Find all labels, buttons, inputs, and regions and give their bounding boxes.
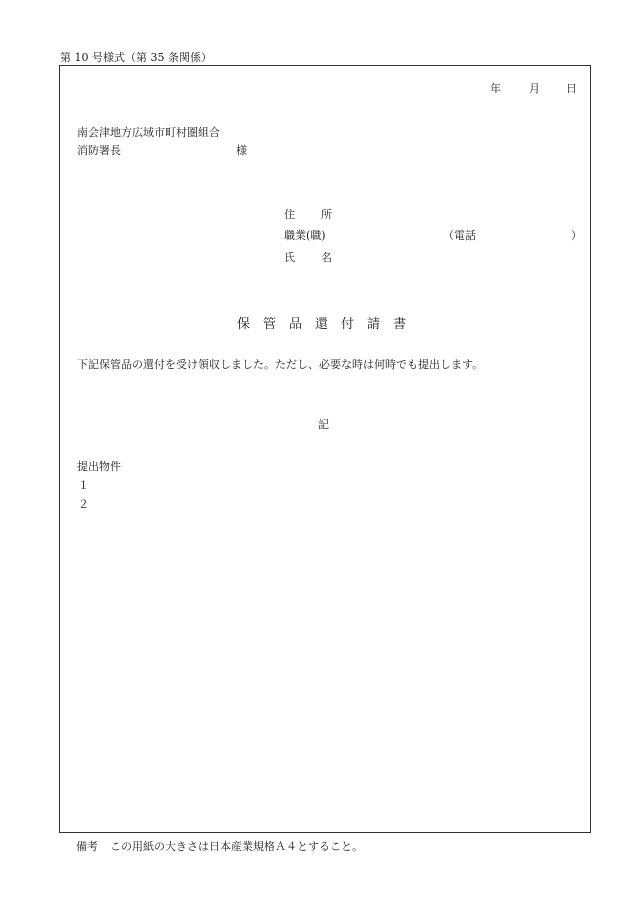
occupation-label: 職業(職) — [284, 229, 326, 242]
phone-label: （電話 — [443, 229, 476, 242]
footnote-heading: 備考 — [76, 840, 98, 853]
name-label-part-1: 氏 — [284, 251, 295, 264]
ki-label: 記 — [318, 418, 329, 431]
addressee-organization: 南会津地方広域市町村圏組合 — [77, 126, 220, 139]
name-label-part-2: 名 — [321, 251, 332, 264]
footnote-text: この用紙の大きさは日本産業規格Ａ４とすること。 — [110, 840, 363, 853]
document-title: 保管品還付請書 — [237, 317, 420, 332]
date-year-label: 年 — [490, 82, 501, 95]
body-text: 下記保管品の還付を受け領収しました。ただし、必要な時は何時でも提出します。 — [77, 358, 484, 371]
form-number: 第 10 号様式（第 35 条関係） — [60, 51, 212, 64]
footnote — [76, 838, 363, 854]
address-label — [284, 206, 332, 222]
date-day-label: 日 — [566, 82, 577, 95]
addressee-title: 消防署長 — [77, 144, 121, 157]
item-number-2: ２ — [78, 498, 89, 511]
item-number-1: １ — [78, 479, 89, 492]
name-label — [284, 249, 332, 265]
phone-close-paren: ） — [571, 229, 582, 242]
items-heading: 提出物件 — [77, 460, 121, 473]
address-label-part-2: 所 — [321, 208, 332, 221]
addressee-honorific: 様 — [236, 144, 247, 157]
date-month-label: 月 — [529, 82, 540, 95]
address-label-part-1: 住 — [284, 208, 295, 221]
form-frame — [59, 65, 591, 833]
